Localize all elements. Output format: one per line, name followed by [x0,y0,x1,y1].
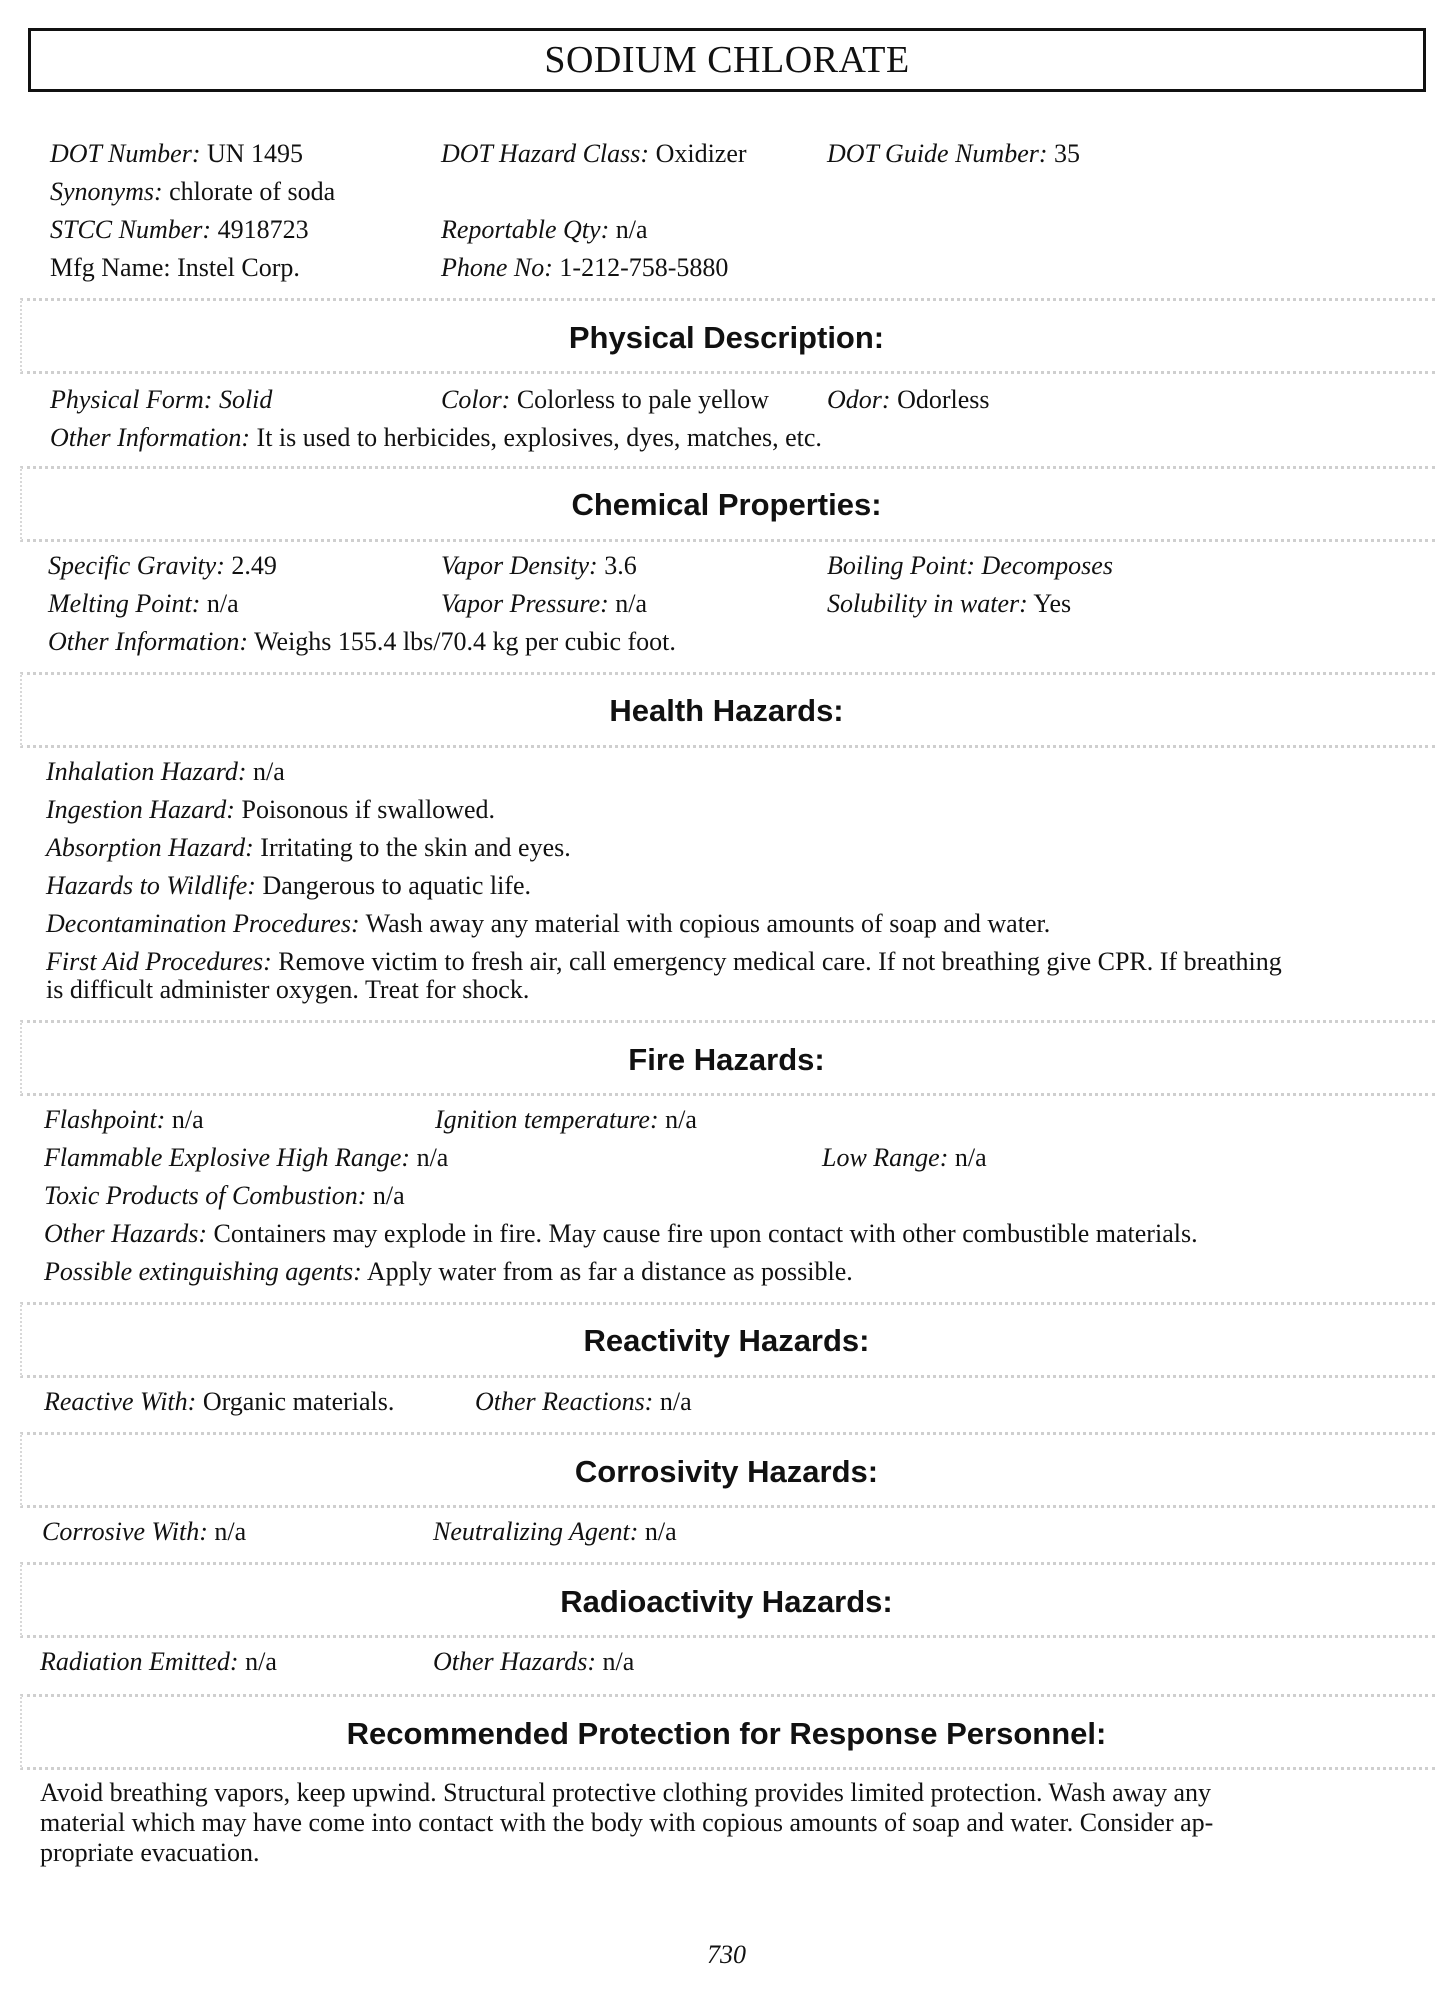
health-heading: Health Hazards: [609,693,844,728]
hazard-class-value: Oxidizer [655,139,747,168]
dot-number-label: DOT Number: [50,139,201,168]
chemical-heading: Chemical Properties: [571,487,882,522]
neutralizing-row [433,1516,677,1548]
physical-other-label: Other Information: [50,423,251,452]
specific-gravity-row [48,550,277,582]
flashpoint-row [44,1104,204,1136]
inhalation-label: Inhalation Hazard: [46,757,247,786]
vapor-density-value: 3.6 [604,551,637,580]
other-hazards-label: Other Hazards: [44,1219,207,1248]
reactive-with-value: Organic materials. [202,1387,395,1416]
odor-value: Odorless [897,385,990,414]
chemical-other-label: Other Information: [48,627,249,656]
color-value: Colorless to pale yellow [516,385,769,414]
hazard-class-row [441,138,747,170]
reportable-value: n/a [615,215,648,244]
vapor-pressure-value: n/a [615,589,648,618]
specific-gravity-label: Specific Gravity: [48,551,225,580]
protection-line-1: Avoid breathing vapors, keep upwind. Structural protective clothing provides limited protection. Wash away any [40,1778,1211,1807]
melting-point-row [48,588,239,620]
radiation-emitted-label: Radiation Emitted: [40,1647,239,1676]
synonyms-value: chlorate of soda [169,177,336,206]
physical-heading: Physical Description: [568,320,885,355]
other-hazards-value: Containers may explode in fire. May cause fire upon contact with other combustible materials. [213,1219,1198,1248]
other-reactions-row [475,1386,692,1418]
inhalation-value: n/a [253,757,285,786]
phone-label: Phone No: [441,253,553,282]
radio-other-value: n/a [602,1647,635,1676]
firstaid-label: First Aid Procedures: [46,947,272,976]
phone-row [441,252,728,284]
fire-heading: Fire Hazards: [628,1042,825,1077]
phone-value: 1-212-758-5880 [559,253,729,282]
guide-number-row [827,138,1080,170]
absorption-row [46,832,571,864]
wildlife-value: Dangerous to aquatic life. [262,871,532,900]
vapor-pressure-row [441,588,647,620]
ignition-label: Ignition temperature: [435,1105,659,1134]
dot-number-row [50,138,303,170]
neutralizing-value: n/a [644,1517,677,1546]
mfg-label: Mfg Name: [50,253,171,282]
wildlife-label: Hazards to Wildlife: [46,871,256,900]
corrosivity-heading: Corrosivity Hazards: [574,1454,879,1489]
physical-other-row [50,422,822,454]
decon-row [46,908,1050,940]
physical-other-value: It is used to herbicides, explosives, dyes, matches, etc. [256,423,822,452]
high-range-row [44,1142,448,1174]
corrosive-with-value: n/a [214,1517,247,1546]
chemical-other-value: Weighs 155.4 lbs/70.4 kg per cubic foot. [254,627,676,656]
reportable-row [441,214,648,246]
dot-number-value: UN 1495 [206,139,304,168]
solubility-label: Solubility in water: [827,589,1028,618]
synonyms-label: Synonyms: [50,177,163,206]
odor-row [827,384,990,416]
corrosive-with-row [42,1516,246,1548]
firstaid-row-2 [46,974,529,1006]
protection-line-2: material which may have come into contact with the body with copious amounts of soap and water. Consider ap- [40,1808,1214,1837]
protection-line-3: propriate evacuation. [40,1838,260,1867]
page-number: 730 [707,1940,746,1969]
ingestion-label: Ingestion Hazard: [46,795,235,824]
decon-label: Decontamination Procedures: [46,909,360,938]
low-range-value: n/a [954,1143,987,1172]
guide-number-label: DOT Guide Number: [827,139,1048,168]
boiling-point-row [827,550,1113,582]
radio-other-label: Other Hazards: [433,1647,596,1676]
radio-other-row [433,1646,634,1678]
physical-form [50,384,272,416]
protection-heading: Recommended Protection for Response Personnel: [346,1716,1107,1751]
chemical-other-row [48,626,676,658]
reactive-with-row [44,1386,394,1418]
physical-form-label: Physical Form: Solid [50,385,273,414]
ignition-value: n/a [665,1105,697,1134]
absorption-value: Irritating to the skin and eyes. [260,833,571,862]
extinguishing-label: Possible extinguishing agents: [44,1257,362,1286]
other-reactions-label: Other Reactions: [475,1387,654,1416]
reactive-with-label: Reactive With: [44,1387,197,1416]
stcc-value: 4918723 [217,215,309,244]
ignition-row [435,1104,697,1136]
title-box [28,28,1426,92]
flashpoint-value: n/a [171,1105,204,1134]
melting-point-value: n/a [206,589,239,618]
vapor-pressure-label: Vapor Pressure: [441,589,609,618]
vapor-density-label: Vapor Density: [441,551,598,580]
wildlife-row [46,870,531,902]
mfg-row [50,252,300,284]
stcc-label: STCC Number: [50,215,212,244]
document-title: SODIUM CHLORATE [544,39,910,81]
specific-gravity-value: 2.49 [231,551,277,580]
vapor-density-row [441,550,637,582]
high-range-label: Flammable Explosive High Range: [44,1143,411,1172]
guide-number-value: 35 [1054,139,1081,168]
reactivity-heading: Reactivity Hazards: [583,1323,870,1358]
toxic-value: n/a [372,1181,405,1210]
radiation-emitted-value: n/a [245,1647,277,1676]
color-row [441,384,769,416]
toxic-label: Toxic Products of Combustion: [44,1181,367,1210]
odor-label: Odor: [827,385,891,414]
decon-value: Wash away any material with copious amounts of soap and water. [365,909,1051,938]
extinguishing-row [44,1256,853,1288]
radioactivity-heading: Radioactivity Hazards: [560,1584,893,1619]
radiation-emitted-row [40,1646,277,1678]
inhalation-row [46,756,285,788]
ingestion-row [46,794,495,826]
other-reactions-value: n/a [659,1387,692,1416]
low-range-row [822,1142,987,1174]
synonyms-row [50,176,335,208]
melting-point-label: Melting Point: [48,589,201,618]
color-label: Color: [441,385,511,414]
boiling-point-label: Boiling Point: Decomposes [827,551,1113,580]
high-range-value: n/a [416,1143,449,1172]
other-hazards-row [44,1218,1198,1250]
neutralizing-label: Neutralizing Agent: [433,1517,639,1546]
stcc-row [50,214,309,246]
reportable-label: Reportable Qty: [441,215,610,244]
solubility-row [827,588,1071,620]
corrosive-with-label: Corrosive With: [42,1517,208,1546]
mfg-value: Instel Corp. [177,253,300,282]
ingestion-value: Poisonous if swallowed. [241,795,495,824]
firstaid-value: Remove victim to fresh air, call emergency medical care. If not breathing give CPR. If breathing [278,947,1282,976]
flashpoint-label: Flashpoint: [44,1105,166,1134]
firstaid-value-2: is difficult administer oxygen. Treat for shock. [46,975,530,1004]
extinguishing-value: Apply water from as far a distance as possible. [366,1257,853,1286]
hazard-class-label: DOT Hazard Class: [441,139,650,168]
protection-text [40,1778,1213,1868]
toxic-row [44,1180,405,1212]
solubility-value: Yes [1033,589,1072,618]
absorption-label: Absorption Hazard: [46,833,254,862]
low-range-label: Low Range: [822,1143,949,1172]
